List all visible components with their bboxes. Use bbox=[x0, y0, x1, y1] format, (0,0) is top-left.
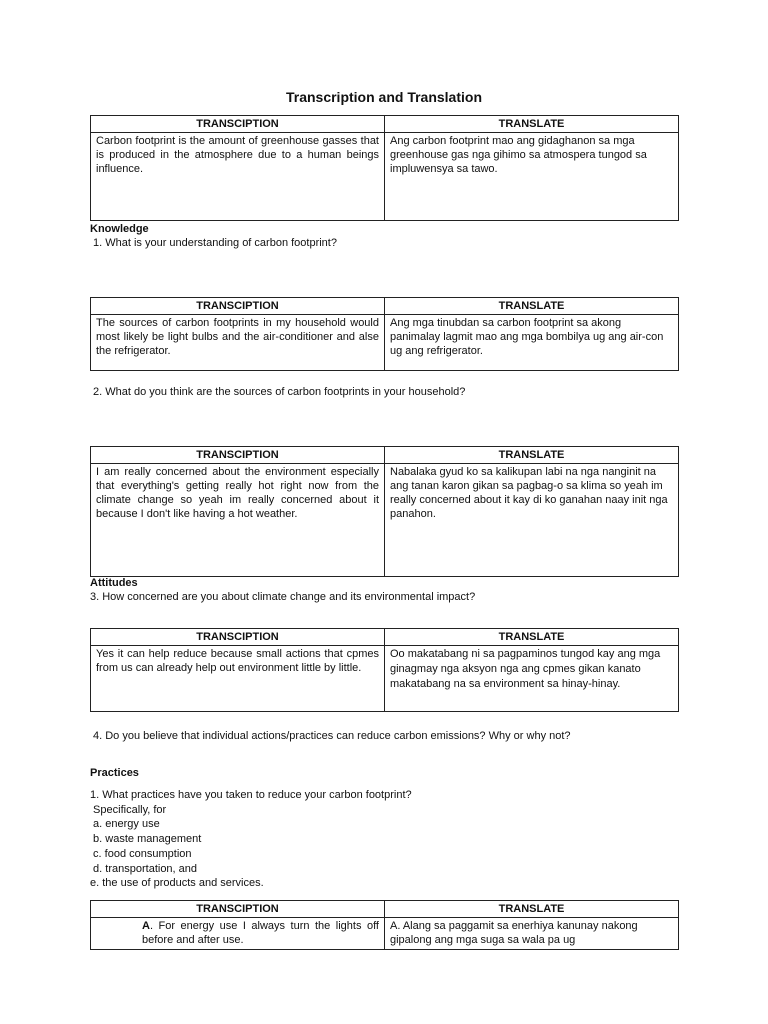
transcription-table-3 bbox=[90, 446, 679, 577]
transcription-cell: Carbon footprint is the amount of greenhouse gasses that is produced in the atmosphere due to a human beings influence. bbox=[91, 133, 385, 221]
translation-cell: A. Alang sa paggamit sa enerhiya kanunay nakong gipalong ang mga suga sa wala pa ug bbox=[385, 918, 679, 950]
question-3: 3. How concerned are you about climate change and its environmental impact? bbox=[90, 591, 476, 603]
column-header-transcription: TRANSCIPTION bbox=[91, 298, 385, 315]
transcription-table-1 bbox=[90, 115, 679, 221]
section-heading-practices: Practices bbox=[90, 767, 139, 779]
question-4: 4. Do you believe that individual actions/practices can reduce carbon emissions? Why or why not? bbox=[93, 730, 571, 742]
translation-cell: Ang mga tinubdan sa carbon footprint sa akong panimalay lagmit mao ang mga bombilya ug ang air-con ug ang refrigerator. bbox=[385, 315, 679, 371]
column-header-translate: TRANSLATE bbox=[385, 298, 679, 315]
translation-cell: Ang carbon footprint mao ang gidaghanon sa mga greenhouse gas nga gihimo sa atmospera tungod sa impluwensya sa tawo. bbox=[385, 133, 679, 221]
practices-question-1: 1. What practices have you taken to reduce your carbon footprint? bbox=[90, 789, 412, 801]
transcription-cell bbox=[91, 918, 385, 950]
column-header-translate: TRANSLATE bbox=[385, 901, 679, 918]
transcription-table-5 bbox=[90, 900, 679, 950]
list-item: b. waste management bbox=[90, 833, 202, 846]
list-item: Specifically, for bbox=[90, 803, 167, 816]
section-heading-attitudes: Attitudes bbox=[90, 577, 138, 589]
list-item: d. transportation, and bbox=[90, 862, 198, 875]
question-2: 2. What do you think are the sources of carbon footprints in your household? bbox=[93, 386, 466, 398]
column-header-translate: TRANSLATE bbox=[385, 629, 679, 646]
practices-list bbox=[90, 803, 412, 891]
transcription-cell: The sources of carbon footprints in my household would most likely be light bulbs and the air-conditioner and alse the refrigerator. bbox=[91, 315, 385, 371]
transcription-cell: I am really concerned about the environment especially that everything's getting really hot right now from the climate change so yeah im really concerned about it because I don't like having a hot weather. bbox=[91, 464, 385, 577]
column-header-transcription: TRANSCIPTION bbox=[91, 901, 385, 918]
column-header-transcription: TRANSCIPTION bbox=[91, 447, 385, 464]
translation-cell: Oo makatabang ni sa pagpaminos tungod kay ang mga ginagmay nga aksyon nga ang cpmes gikan kanato makatabang na sa environment sa hinay-hinay. bbox=[385, 646, 679, 712]
list-item: e. the use of products and services. bbox=[90, 877, 264, 890]
section-heading-knowledge: Knowledge bbox=[90, 223, 149, 235]
transcription-text: . For energy use I always turn the lights off before and after use. bbox=[142, 920, 379, 946]
list-item: c. food consumption bbox=[90, 847, 192, 860]
column-header-transcription: TRANSCIPTION bbox=[91, 116, 385, 133]
column-header-translate: TRANSLATE bbox=[385, 116, 679, 133]
list-item: a. energy use bbox=[90, 818, 160, 831]
transcription-table-2 bbox=[90, 297, 679, 371]
column-header-transcription: TRANSCIPTION bbox=[91, 629, 385, 646]
page-title: Transcription and Translation bbox=[285, 89, 483, 105]
question-1: 1. What is your understanding of carbon footprint? bbox=[93, 237, 337, 249]
translation-cell: Nabalaka gyud ko sa kalikupan labi na nga nanginit na ang tanan karon gikan sa pagbag-o sa klima so yeah im really concerned about it kay di ko ganahan naay init nga panahon. bbox=[385, 464, 679, 577]
transcription-cell: Yes it can help reduce because small actions that cpmes from us can already help out environment little by little. bbox=[91, 646, 385, 712]
item-letter: A bbox=[142, 920, 150, 932]
column-header-translate: TRANSLATE bbox=[385, 447, 679, 464]
practices-question bbox=[90, 788, 412, 891]
transcription-table-4 bbox=[90, 628, 679, 712]
